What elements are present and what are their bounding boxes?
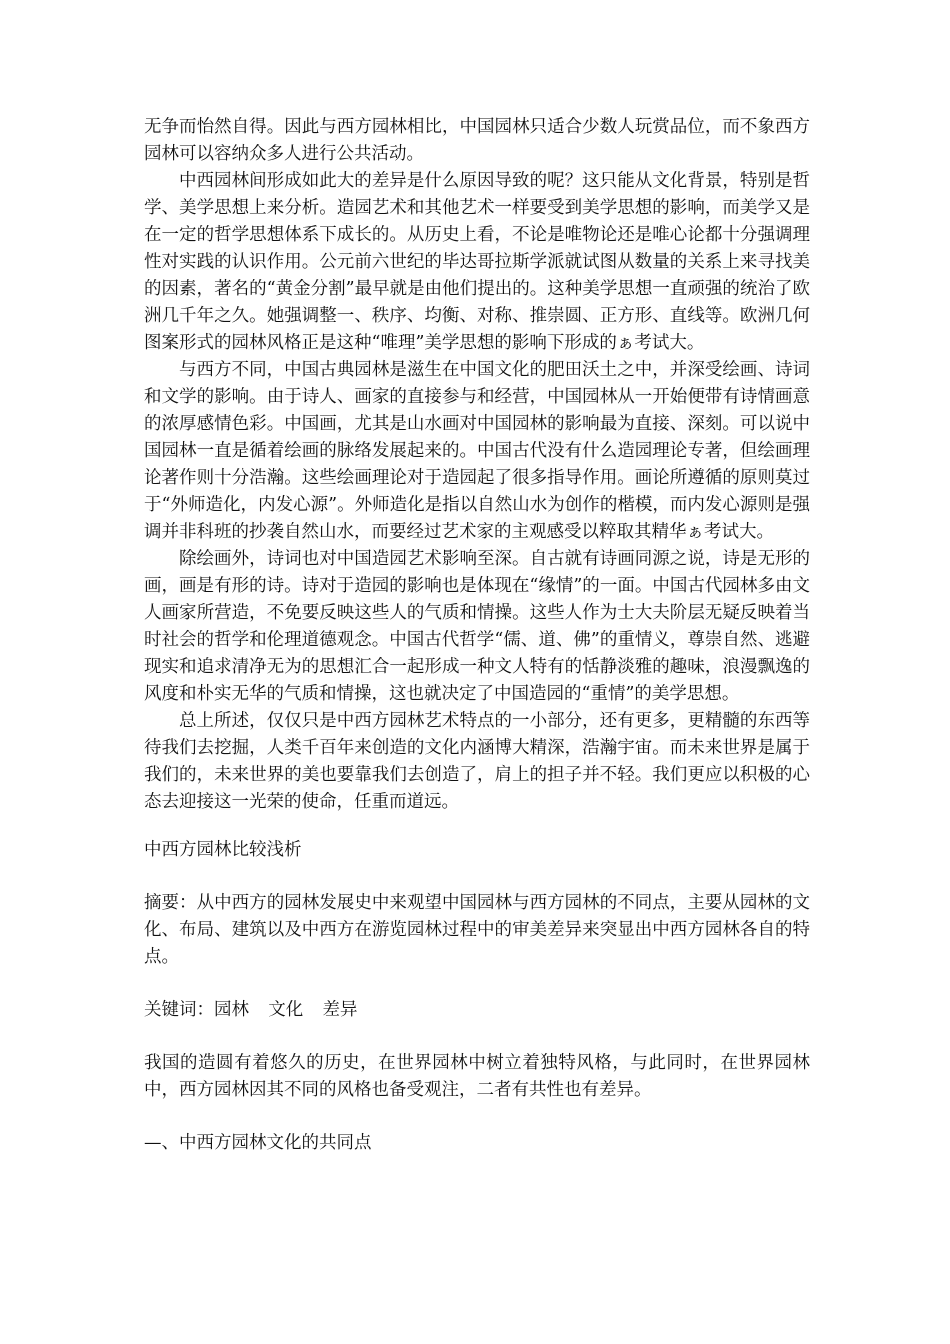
- body-paragraph-3: 除绘画外，诗词也对中国造园艺术影响至深。自古就有诗画同源之说，诗是无形的画，画是有形的诗。诗对于造园的影响也是体现在“缘情”的一面。中国古代园林多由文人画家所营造，不免要反映这些人的气质和情操。这些人作为士大夫阶层无疑反映着当时社会的哲学和伦理道德观念。中国古代哲学“儒、道、佛”的重情义，尊崇自然、逃避现实和追求清净无为的思想汇合一起形成一种文人特有的恬静淡雅的趣味，浪漫飘逸的风度和朴实无华的气质和情操，这也就决定了中国造园的“重情”的美学思想。: [144, 549, 810, 704]
- body-paragraph-1: 中西园林间形成如此大的差异是什么原因导致的呢？这只能从文化背景，特别是哲学、美学思想上来分析。造园艺术和其他艺术一样要受到美学思想的影响，而美学又是在一定的哲学思想体系下成长的。从历史上看，不论是唯物论还是唯心论都十分强调理性对实践的认识作用。公元前六世纪的毕达哥拉斯学派就试图从数量的关系上来寻找美的因素，著名的“黄金分割”最早就是由他们提出的。这种美学思想一直顽强的统治了欧洲几千年之久。她强调整一、秩序、均衡、对称、推崇圆、正方形、直线等。欧洲几何图案形式的园林风格正是这种“唯理”美学思想的影响下形成的ぁ考试大。: [144, 171, 810, 353]
- keyword-2: 文化: [268, 1000, 304, 1020]
- article-title: 中西方园林比较浅析: [144, 840, 302, 860]
- keyword-1: 园林: [214, 1000, 249, 1020]
- keywords-label: 关键词：: [144, 1000, 214, 1020]
- keywords-line: [144, 997, 810, 1024]
- section-heading: —、中西方园林文化的共同点: [144, 1133, 372, 1153]
- body-paragraph-2: 与西方不同，中国古典园林是滋生在中国文化的肥田沃土之中，并深受绘画、诗词和文学的影响。由于诗人、画家的直接参与和经营，中国园林从一开始便带有诗情画意的浓厚感情色彩。中国画，尤其是山水画对中国园林的影响最为直接、深刻。可以说中国园林一直是循着绘画的脉络发展起来的。中国古代没有什么造园理论专著，但绘画理论著作则十分浩瀚。这些绘画理论对于造园起了很多指导作用。画论所遵循的原则莫过于“外师造化，内发心源”。外师造化是指以自然山水为创作的楷模，而内发心源则是强调并非科班的抄袭自然山水，而要经过艺术家的主观感受以粹取其精华ぁ考试大。: [144, 360, 810, 542]
- document-page: [144, 114, 810, 1157]
- keyword-3: 差异: [322, 1000, 358, 1020]
- abstract: 摘要：从中西方的园林发展史中来观望中国园林与西方园林的不同点，主要从园林的文化、布局、建筑以及中西方在游览园林过程中的审美差异来突显出中西方园林各自的特点。: [144, 893, 810, 967]
- body-paragraph-4: 总上所述，仅仅只是中西方园林艺术特点的一小部分，还有更多，更精髓的东西等待我们去挖掘，人类千百年来创造的文化内涵博大精深，浩瀚宇宙。而未来世界是属于我们的，未来世界的美也要靠我们去创造了，肩上的担子并不轻。我们更应以积极的心态去迎接这一光荣的使命，任重而道远。: [144, 711, 810, 812]
- continuation-paragraph: 无争而怡然自得。因此与西方园林相比，中国园林只适合少数人玩赏品位，而不象西方园林可以容纳众多人进行公共活动。: [144, 117, 810, 164]
- intro-paragraph: 我国的造圆有着悠久的历史，在世界园林中树立着独特风格，与此同时，在世界园林中，西方园林因其不同的风格也备受观注，二者有共性也有差异。: [144, 1053, 810, 1100]
